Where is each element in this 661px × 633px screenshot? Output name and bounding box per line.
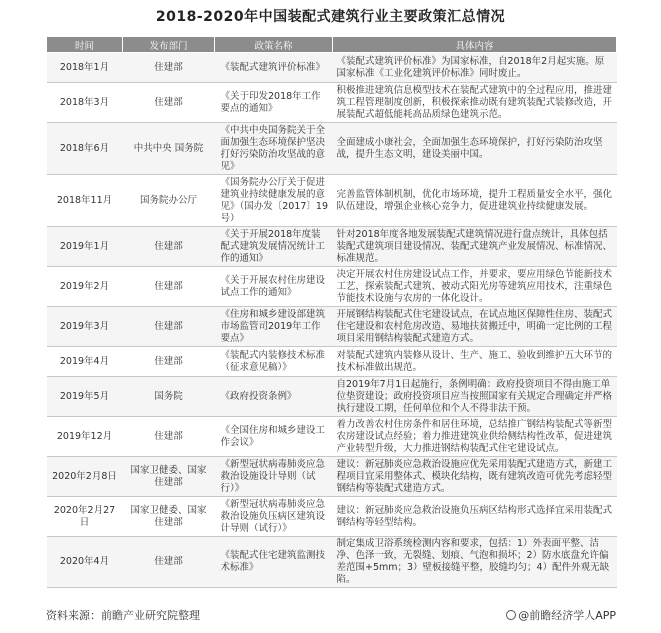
cell-policy-name: 《新型冠状病毒肺炎应急救治设施负压病区建筑设计导则（试行）》 — [215, 497, 333, 537]
cell-content: 制定集成卫浴系统检测内容和要求，包括：1）外表面平整、洁净、色泽一致，无裂缝、划痕、气泡和损坏；2）防水底盘允许偏差范围+5mm；3）壁板接缝平整，胶缝均匀；4）配件外观无缺陷。 — [333, 537, 617, 588]
table-row — [47, 377, 617, 417]
cell-time: 2019年5月 — [47, 377, 123, 417]
cell-content: 建议：新冠肺炎应急救治设施应优先采用装配式建造方式，新建工程项目宜采用整体式、模块化结构，既有建筑改造可优先考虑轻型钢结构等装配式建造方式。 — [333, 457, 617, 497]
cell-policy-name: 《住房和城乡建设部建筑市场监管司2019年工作要点》 — [215, 307, 333, 347]
cell-time: 2019年12月 — [47, 417, 123, 457]
cell-time: 2020年2月8日 — [47, 457, 123, 497]
table-row — [47, 537, 617, 588]
cell-content: 开展钢结构装配式住宅建设试点，在试点地区保障性住房、装配式住宅建设和农村危房改造、易地扶贫搬迁中，明确一定比例的工程项目采用钢结构装配式建造方式。 — [333, 307, 617, 347]
cell-dept: 住建部 — [123, 307, 215, 347]
table-row — [47, 175, 617, 227]
table-row — [47, 83, 617, 123]
cell-policy-name: 《关于印发2018年工作要点的通知》 — [215, 83, 333, 123]
cell-time: 2018年3月 — [47, 83, 123, 123]
brand-label: @前瞻经济学人APP — [518, 609, 616, 622]
brand-credit — [506, 607, 616, 623]
cell-policy-name: 《关于开展2018年度装配式建筑发展情况统计工作的通知》 — [215, 227, 333, 267]
header-policy-name: 政策名称 — [215, 37, 333, 53]
cell-dept: 住建部 — [123, 53, 215, 83]
table-row — [47, 497, 617, 537]
cell-dept: 住建部 — [123, 537, 215, 588]
header-time: 时间 — [47, 37, 123, 53]
cell-policy-name: 《全国住房和城乡建设工作会议》 — [215, 417, 333, 457]
cell-policy-name: 《装配式建筑评价标准》 — [215, 53, 333, 83]
cell-content: 全面建成小康社会，全面加强生态环境保护，打好污染防治攻坚战，提升生态文明，建设美丽中国。 — [333, 123, 617, 175]
cell-dept: 国务院 — [123, 377, 215, 417]
cell-policy-name: 《国务院办公厅关于促进建筑业持续健康发展的意见》（国办发〔2017〕19号） — [215, 175, 333, 227]
cell-content: 自2019年7月1日起施行，条例明确：政府投资项目不得由施工单位垫资建设；政府投资项目应当按照国家有关规定合理确定并严格执行建设工期，任何单位和个人不得非法干预。 — [333, 377, 617, 417]
table-row — [47, 53, 617, 83]
cell-policy-name: 《新型冠状病毒肺炎应急救治设施设计导则（试行）》 — [215, 457, 333, 497]
table-row — [47, 457, 617, 497]
cell-dept: 住建部 — [123, 267, 215, 307]
cell-time: 2019年3月 — [47, 307, 123, 347]
cell-policy-name: 《政府投资条例》 — [215, 377, 333, 417]
cell-time: 2018年11月 — [47, 175, 123, 227]
header-dept: 发布部门 — [123, 37, 215, 53]
table-row — [47, 227, 617, 267]
cell-dept: 中共中央 国务院 — [123, 123, 215, 175]
cell-time: 2020年2月27日 — [47, 497, 123, 537]
table-row — [47, 123, 617, 175]
cell-content: 完善监管体制机制，优化市场环境，提升工程质量安全水平，强化队伍建设，增强企业核心竞争力，促进建筑业持续健康发展。 — [333, 175, 617, 227]
table-row — [47, 347, 617, 377]
cell-policy-name: 《关于开展农村住房建设试点工作的通知》 — [215, 267, 333, 307]
cell-content: 决定开展农村住房建设试点工作，并要求，要应用绿色节能新技术工艺，探索装配式建筑、被动式阳光房等建筑应用技术，注重绿色节能技术设施与农房的一体化设计。 — [333, 267, 617, 307]
cell-content: 着力改善农村住房条件和居住环境，总结推广钢结构装配式等新型农房建设试点经验；着力推进建筑业供给侧结构性改革，促进建筑产业转型升级，大力推进钢结构装配式住宅建设试点。 — [333, 417, 617, 457]
table-row — [47, 307, 617, 347]
cell-content: 积极推进建筑信息模型技术在装配式建筑中的全过程应用，推进建筑工程管理制度创新，积极探索推动既有建筑装配式装修改造，开展装配式超低能耗高品质绿色建筑示范。 — [333, 83, 617, 123]
header-content: 具体内容 — [333, 37, 617, 53]
cell-dept: 住建部 — [123, 227, 215, 267]
cell-time: 2020年4月 — [47, 537, 123, 588]
cell-dept: 国家卫健委、国家住建部 — [123, 457, 215, 497]
page-title: 2018-2020年中国装配式建筑行业主要政策汇总情况 — [155, 9, 506, 25]
cell-time: 2019年4月 — [47, 347, 123, 377]
cell-content: 针对2018年度各地发展装配式建筑情况进行盘点统计，具体包括装配式建筑项目建设情况、装配式建筑产业发展情况、标准情况、标准规范。 — [333, 227, 617, 267]
cell-time: 2018年6月 — [47, 123, 123, 175]
cell-time: 2018年1月 — [47, 53, 123, 83]
cell-dept: 住建部 — [123, 347, 215, 377]
cell-dept: 住建部 — [123, 83, 215, 123]
cell-content: 《装配式建筑评价标准》为国家标准，自2018年2月起实施。原国家标准《工业化建筑评价标准》同时废止。 — [333, 53, 617, 83]
cell-policy-name: 《中共中央国务院关于全面加强生态环境保护坚决打好污染防治攻坚战的意见》 — [215, 123, 333, 175]
cell-content: 对装配式建筑内装修从设计、生产、施工、验收到维护五大环节的技术标准做出规范。 — [333, 347, 617, 377]
policy-table — [46, 36, 617, 588]
table-row — [47, 417, 617, 457]
brand-logo-icon — [506, 610, 516, 620]
cell-dept: 国家卫健委、国家住建部 — [123, 497, 215, 537]
cell-content: 建议：新冠肺炎应急救治设施负压病区结构形式选择宜采用装配式钢结构等轻型结构。 — [333, 497, 617, 537]
table-header-row — [47, 37, 617, 53]
source-note: 资料来源：前瞻产业研究院整理 — [46, 609, 200, 622]
cell-dept: 住建部 — [123, 417, 215, 457]
cell-policy-name: 《装配式住宅建筑监测技术标准》 — [215, 537, 333, 588]
cell-time: 2019年2月 — [47, 267, 123, 307]
cell-policy-name: 《装配式内装修技术标准（征求意见稿）》 — [215, 347, 333, 377]
table-row — [47, 267, 617, 307]
cell-dept: 国务院办公厅 — [123, 175, 215, 227]
cell-time: 2019年1月 — [47, 227, 123, 267]
